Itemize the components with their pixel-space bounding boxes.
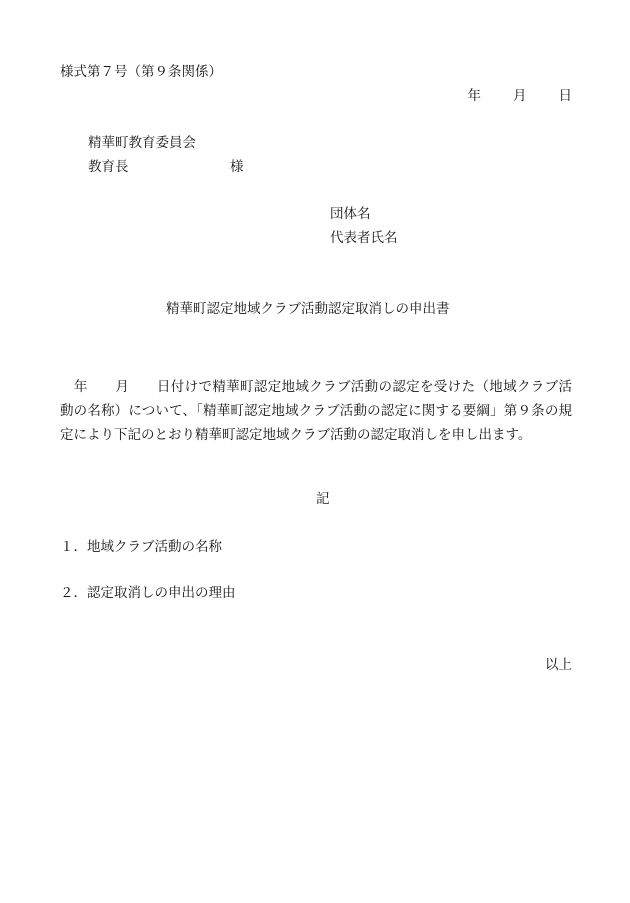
closing-text: 以上 [545, 657, 572, 673]
ki-heading: 記 [316, 491, 330, 507]
document-title: 精華町認定地域クラブ活動認定取消しの申出書 [166, 301, 450, 317]
addressee-honorific: 様 [230, 159, 244, 175]
representative-name-label: 代表者氏名 [330, 230, 398, 246]
addressee-line1: 精華町教育委員会 [88, 135, 196, 151]
list-item: ２．認定取消しの申出の理由 [60, 585, 236, 601]
date-day-label: 日 [558, 88, 572, 104]
form-number: 様式第７号（第９条関係） [60, 64, 222, 80]
date-month-label: 月 [513, 88, 527, 104]
date-line [468, 90, 573, 104]
organization-name-label: 団体名 [330, 206, 371, 222]
list-item: １．地域クラブ活動の名称 [60, 539, 222, 555]
addressee-line2: 教育長 [88, 159, 129, 175]
body-paragraph: 年 月 日付けで精華町認定地域クラブ活動の認定を受けた（地域クラブ活動の名称）について、「精華町認定地域クラブ活動の認定に関する要綱」第９条の規定により下記のとおり精華町認定地域クラブ活動の認定取消しを申し出ます。 [60, 379, 572, 443]
date-year-label: 年 [467, 88, 481, 104]
